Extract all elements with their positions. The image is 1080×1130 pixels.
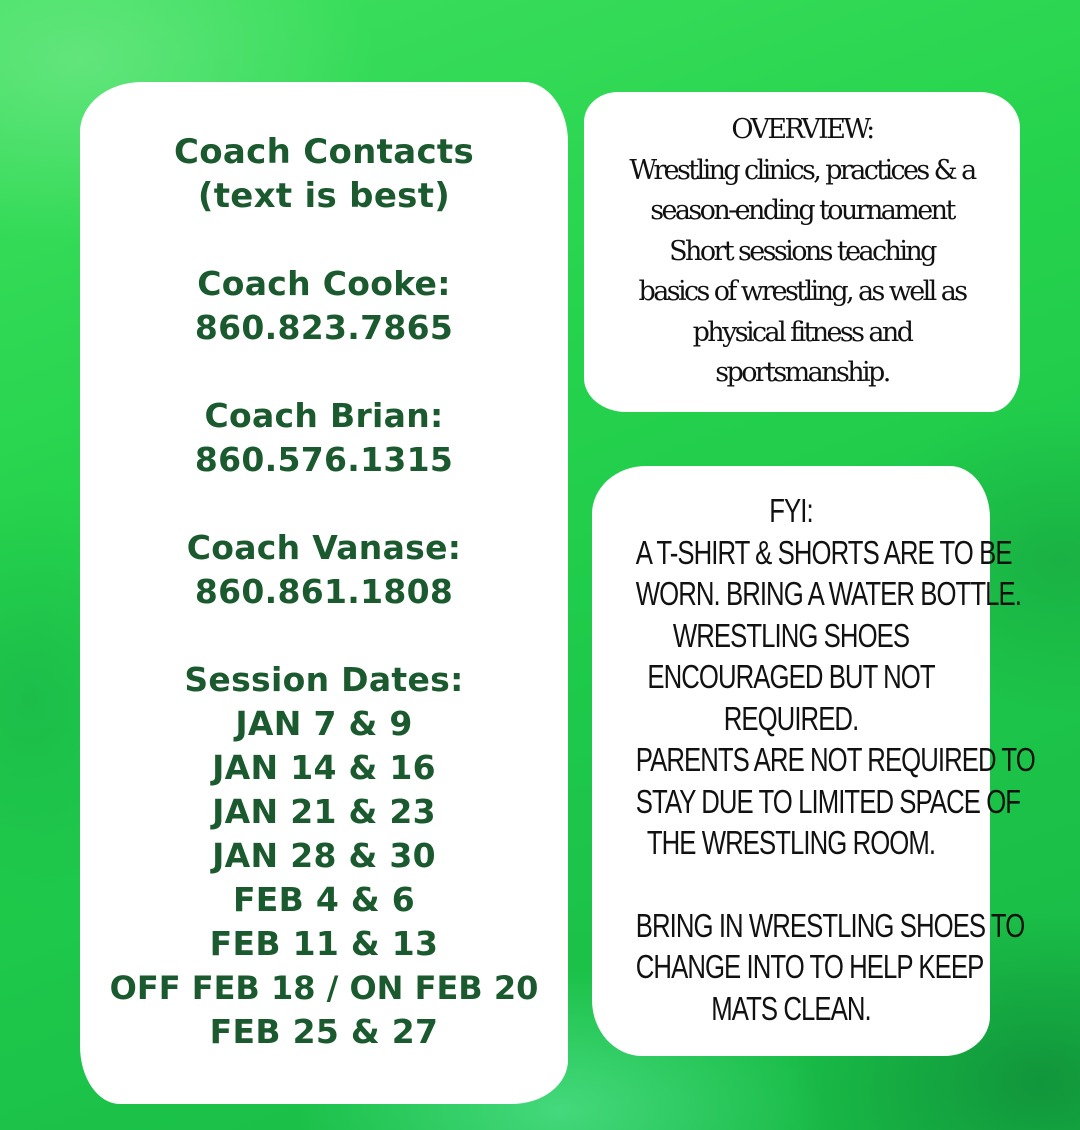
coach-cooke-label: Coach Cooke:: [197, 264, 451, 303]
session-date-item: JAN 21 & 23: [212, 792, 436, 831]
fyi-line: MATS CLEAN.: [711, 989, 871, 1027]
contacts-subheading: (text is best): [197, 176, 451, 216]
coach-cooke-phone: 860.823.7865: [194, 308, 454, 347]
overview-line: physical fitness and: [692, 316, 912, 348]
fyi-line: THE WRESTLING ROOM.: [646, 824, 936, 861]
overview-line: sportsmanship.: [715, 357, 889, 388]
session-date-item: FEB 4 & 6: [232, 880, 416, 919]
fyi-line: CHANGE INTO TO HELP KEEP: [635, 948, 984, 985]
fyi-line: WRESTLING SHOES: [672, 616, 910, 654]
overview-line: basics of wrestling, as well as: [638, 276, 966, 307]
fyi-line: STAY DUE TO LIMITED SPACE OF: [635, 782, 1021, 820]
session-date-item: OFF FEB 18 / ON FEB 20: [109, 969, 539, 1007]
session-date-item: JAN 7 & 9: [235, 704, 413, 743]
overview-heading: OVERVIEW:: [731, 114, 873, 145]
coach-brian-label: Coach Brian:: [204, 396, 444, 435]
fyi-card: [592, 466, 1035, 1056]
coach-vanase-phone: 860.861.1808: [194, 572, 454, 611]
fyi-line: REQUIRED.: [723, 699, 859, 737]
fyi-heading: FYI:: [769, 492, 813, 529]
fyi-line: BRING IN WRESTLING SHOES TO: [635, 906, 1025, 944]
session-date-item: FEB 11 & 13: [209, 924, 439, 963]
coach-vanase-label: Coach Vanase:: [186, 528, 462, 567]
overview-line: Short sessions teaching: [669, 235, 935, 267]
coach-contacts-card: [80, 82, 568, 1104]
session-dates-heading: Session Dates:: [184, 660, 464, 699]
overview-line: season-ending tournament: [650, 195, 954, 226]
fyi-line: ENCOURAGED BUT NOT: [647, 658, 935, 695]
session-date-item: FEB 25 & 27: [209, 1012, 439, 1051]
fyi-line: A T-SHIRT & SHORTS ARE TO BE: [635, 533, 1012, 571]
overview-line: Wrestling clinics, practices & a: [629, 154, 975, 186]
coach-brian-phone: 860.576.1315: [194, 440, 454, 479]
fyi-line: WORN. BRING A WATER BOTTLE.: [635, 575, 1021, 612]
session-date-item: JAN 14 & 16: [212, 748, 436, 787]
fyi-line: PARENTS ARE NOT REQUIRED TO: [635, 741, 1035, 778]
overview-card: [584, 92, 1020, 412]
session-date-item: JAN 28 & 30: [212, 836, 436, 875]
contacts-heading: Coach Contacts: [173, 132, 474, 172]
